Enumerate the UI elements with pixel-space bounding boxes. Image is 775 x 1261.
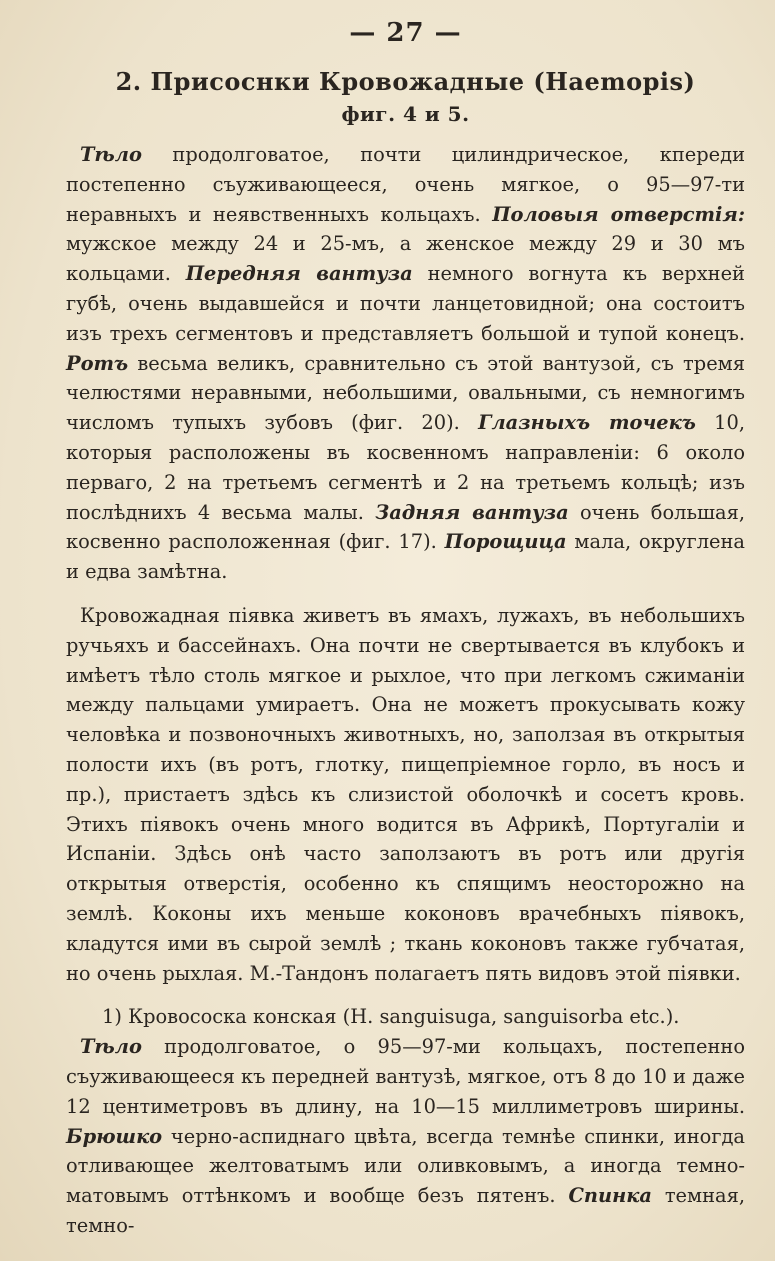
text-belly: черно-аспиднаго цвѣта, всегда темнѣе спинки, иногда отливающее желтоватымъ или оливковымъ, а иногда темно-матовымъ оттѣнкомъ и вообще безъ пятенъ. bbox=[66, 1124, 745, 1208]
page-number: — 27 — bbox=[349, 18, 462, 48]
description-paragraph bbox=[66, 140, 745, 587]
term-body: Тѣло bbox=[80, 143, 142, 166]
paragraph-gap bbox=[66, 587, 745, 601]
paragraph-gap bbox=[66, 988, 745, 1002]
term-mouth: Ротъ bbox=[66, 351, 129, 375]
species-description-paragraph bbox=[66, 1032, 745, 1241]
term-anus: Порощица bbox=[444, 530, 567, 554]
section-heading bbox=[66, 66, 745, 130]
text-body: продолговатое, почти цилиндрическое, кпереди постепенно съуживающееся, очень мягкое, о 95—97-ти неравныхъ и неявственныхъ кольцахъ. bbox=[66, 143, 745, 226]
text-genital-openings: мужское между 24 и 25-мъ, а женское между 29 и 30 мъ кольцами. bbox=[66, 232, 745, 286]
text-anus: мала, округлена и едва замѣтна. bbox=[66, 530, 745, 584]
habitat-paragraph: Кровожадная піявка живетъ въ ямахъ, лужахъ, въ небольшихъ ручьяхъ и бассейнахъ. Она почти не свертывается въ клубокъ и имѣетъ тѣло столь мягкое и рыхлое, что при легкомъ сжиманіи между пальцами умираетъ. Она не можетъ прокусывать кожу человѣка и позвоночныхъ животныхъ, но, заползая въ открытыя полости ихъ (въ ротъ, глотку, пищепріемное горло, въ носъ и пр.), пристаетъ здѣсь къ слизистой оболочкѣ и сосетъ кровь. Этихъ піявокъ очень много водится въ Африкѣ, Португаліи и Испаніи. Здѣсь онѣ часто заползаютъ въ ротъ или другія открытыя отверстія, особенно къ спящимъ неосторожно на землѣ. Коконы ихъ меньше коконовъ врачебныхъ піявокъ, кладутся ими въ сырой землѣ ; ткань коконовъ также губчатая, но очень рыхлая. М.-Тандонъ полагаетъ пять видовъ этой піявки. bbox=[66, 603, 745, 985]
term-anterior-sucker: Передняя вантуза bbox=[185, 262, 413, 286]
text-back: темная, темно- bbox=[66, 1184, 745, 1237]
section-heading-line1: 2. Присоснки Кровожадные (Haemopis) bbox=[115, 67, 696, 96]
text-anterior-sucker: немного вогнута къ верхней губѣ, очень выдавшейся и почти ланцетовидной; она состоитъ изъ трехъ сегментовъ и представляетъ большой и тупой конецъ. bbox=[66, 262, 745, 345]
text-eye-spots: 10, которыя расположены въ косвенномъ направленіи: 6 около перваго, 2 на третьемъ сегментѣ и 2 на третьемъ кольцѣ; изъ послѣднихъ 4 весьма малы. bbox=[66, 411, 745, 524]
term-back: Спинка bbox=[568, 1184, 652, 1208]
text-mouth: весьма великъ, сравнительно съ этой вантузой, съ тремя челюстями неравными, небольшими, овальными, съ немногимъ числомъ тупыхъ зубовъ (фиг. 20). bbox=[66, 351, 745, 435]
term-genital-openings: Половыя отверстія: bbox=[492, 202, 745, 226]
text-body: продолговатое, о 95—97-ми кольцахъ, постепенно съуживающееся къ передней вантузѣ, мягкое, отъ 8 до 10 и даже 12 центиметровъ въ длину, на 10—15 миллиметровъ ширины. bbox=[66, 1035, 745, 1118]
section-heading-line2: фиг. 4 и 5. bbox=[341, 102, 470, 126]
text-posterior-sucker: очень большая, косвенно расположенная (фиг. 17). bbox=[66, 500, 745, 554]
term-posterior-sucker: Задняя вантуза bbox=[375, 500, 569, 524]
species-item-1: 1) Кровососка конская (H. sanguisuga, sanguisorba etc.). bbox=[102, 1005, 680, 1029]
term-belly: Брюшко bbox=[66, 1124, 163, 1148]
term-eye-spots: Глазныхъ точекъ bbox=[478, 411, 696, 435]
term-body: Тѣло bbox=[80, 1035, 142, 1059]
